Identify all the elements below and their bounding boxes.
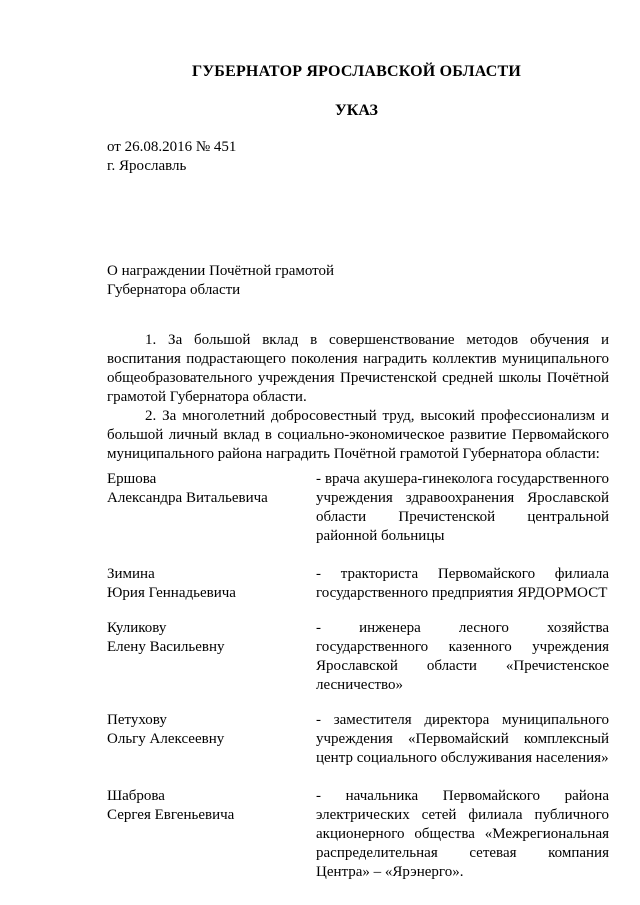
awardee-list [107,470,609,882]
awardee-name [107,787,316,882]
awardee-row [107,470,609,546]
awardee-given-name: Ольгу Алексеевну [107,731,225,747]
awardee-surname: Ершова [107,471,157,487]
subject-line-1: О награждении Почётной грамотой [107,263,335,279]
awardee-name [107,565,316,603]
awardee-given-name: Елену Васильевну [107,639,225,655]
awardee-surname: Шаброва [107,788,165,804]
decree-subject [107,262,407,300]
awardee-row [107,565,609,603]
awardee-surname: Куликову [107,620,167,636]
awardee-position: - инженера лесного хозяйства государственного казенного учреждения Ярославской области «Пречистенское лесничество» [316,620,609,693]
awardee-row [107,787,609,882]
document-type-heading: УКАЗ [335,102,378,119]
paragraph-2: 2. За многолетний добросовестный труд, высокий профессионализм и большой личный вклад в социально-экономическое развитие Первомайского муниципального района наградить Почётной грамотой Губернатора области: [107,408,609,462]
subject-line-2: Губернатора области [107,282,241,298]
awardee-surname: Петухову [107,712,167,728]
decree-place: г. Ярославль [107,158,187,174]
awardee-given-name: Александра Витальевича [107,490,268,506]
awardee-position: - врача акушера-гинеколога государственного учреждения здравоохранения Ярославской области Пречистенской центральной районной больницы [316,471,609,544]
decree-body [107,331,609,464]
awardee-name [107,470,316,546]
awardee-position: - тракториста Первомайского филиала государственного предприятия ЯРДОРМОСТ [316,566,609,601]
awardee-given-name: Юрия Геннадьевича [107,585,236,601]
awardee-name [107,711,316,768]
awardee-row [107,619,609,695]
decree-date-number: от 26.08.2016 № 451 [107,139,237,155]
issuer-heading: ГУБЕРНАТОР ЯРОСЛАВСКОЙ ОБЛАСТИ [191,63,522,80]
awardee-position: - начальника Первомайского района электрических сетей филиала публичного акционерного общества «Межрегиональная распределительная сетевая компания Центра» – «Ярэнерго». [316,788,609,880]
awardee-name [107,619,316,695]
awardee-given-name: Сергея Евгеньевича [107,807,235,823]
paragraph-1: 1. За большой вклад в совершенствование методов обучения и воспитания подрастающего поколения наградить коллектив муниципального общеобразовательного учреждения Пречистенской средней школы Почётной грамотой Губернатора области. [107,332,609,405]
awardee-surname: Зимина [107,566,155,582]
awardee-position: - заместителя директора муниципального учреждения «Первомайский комплексный центр социального обслуживания населения» [316,712,609,766]
awardee-row [107,711,609,768]
